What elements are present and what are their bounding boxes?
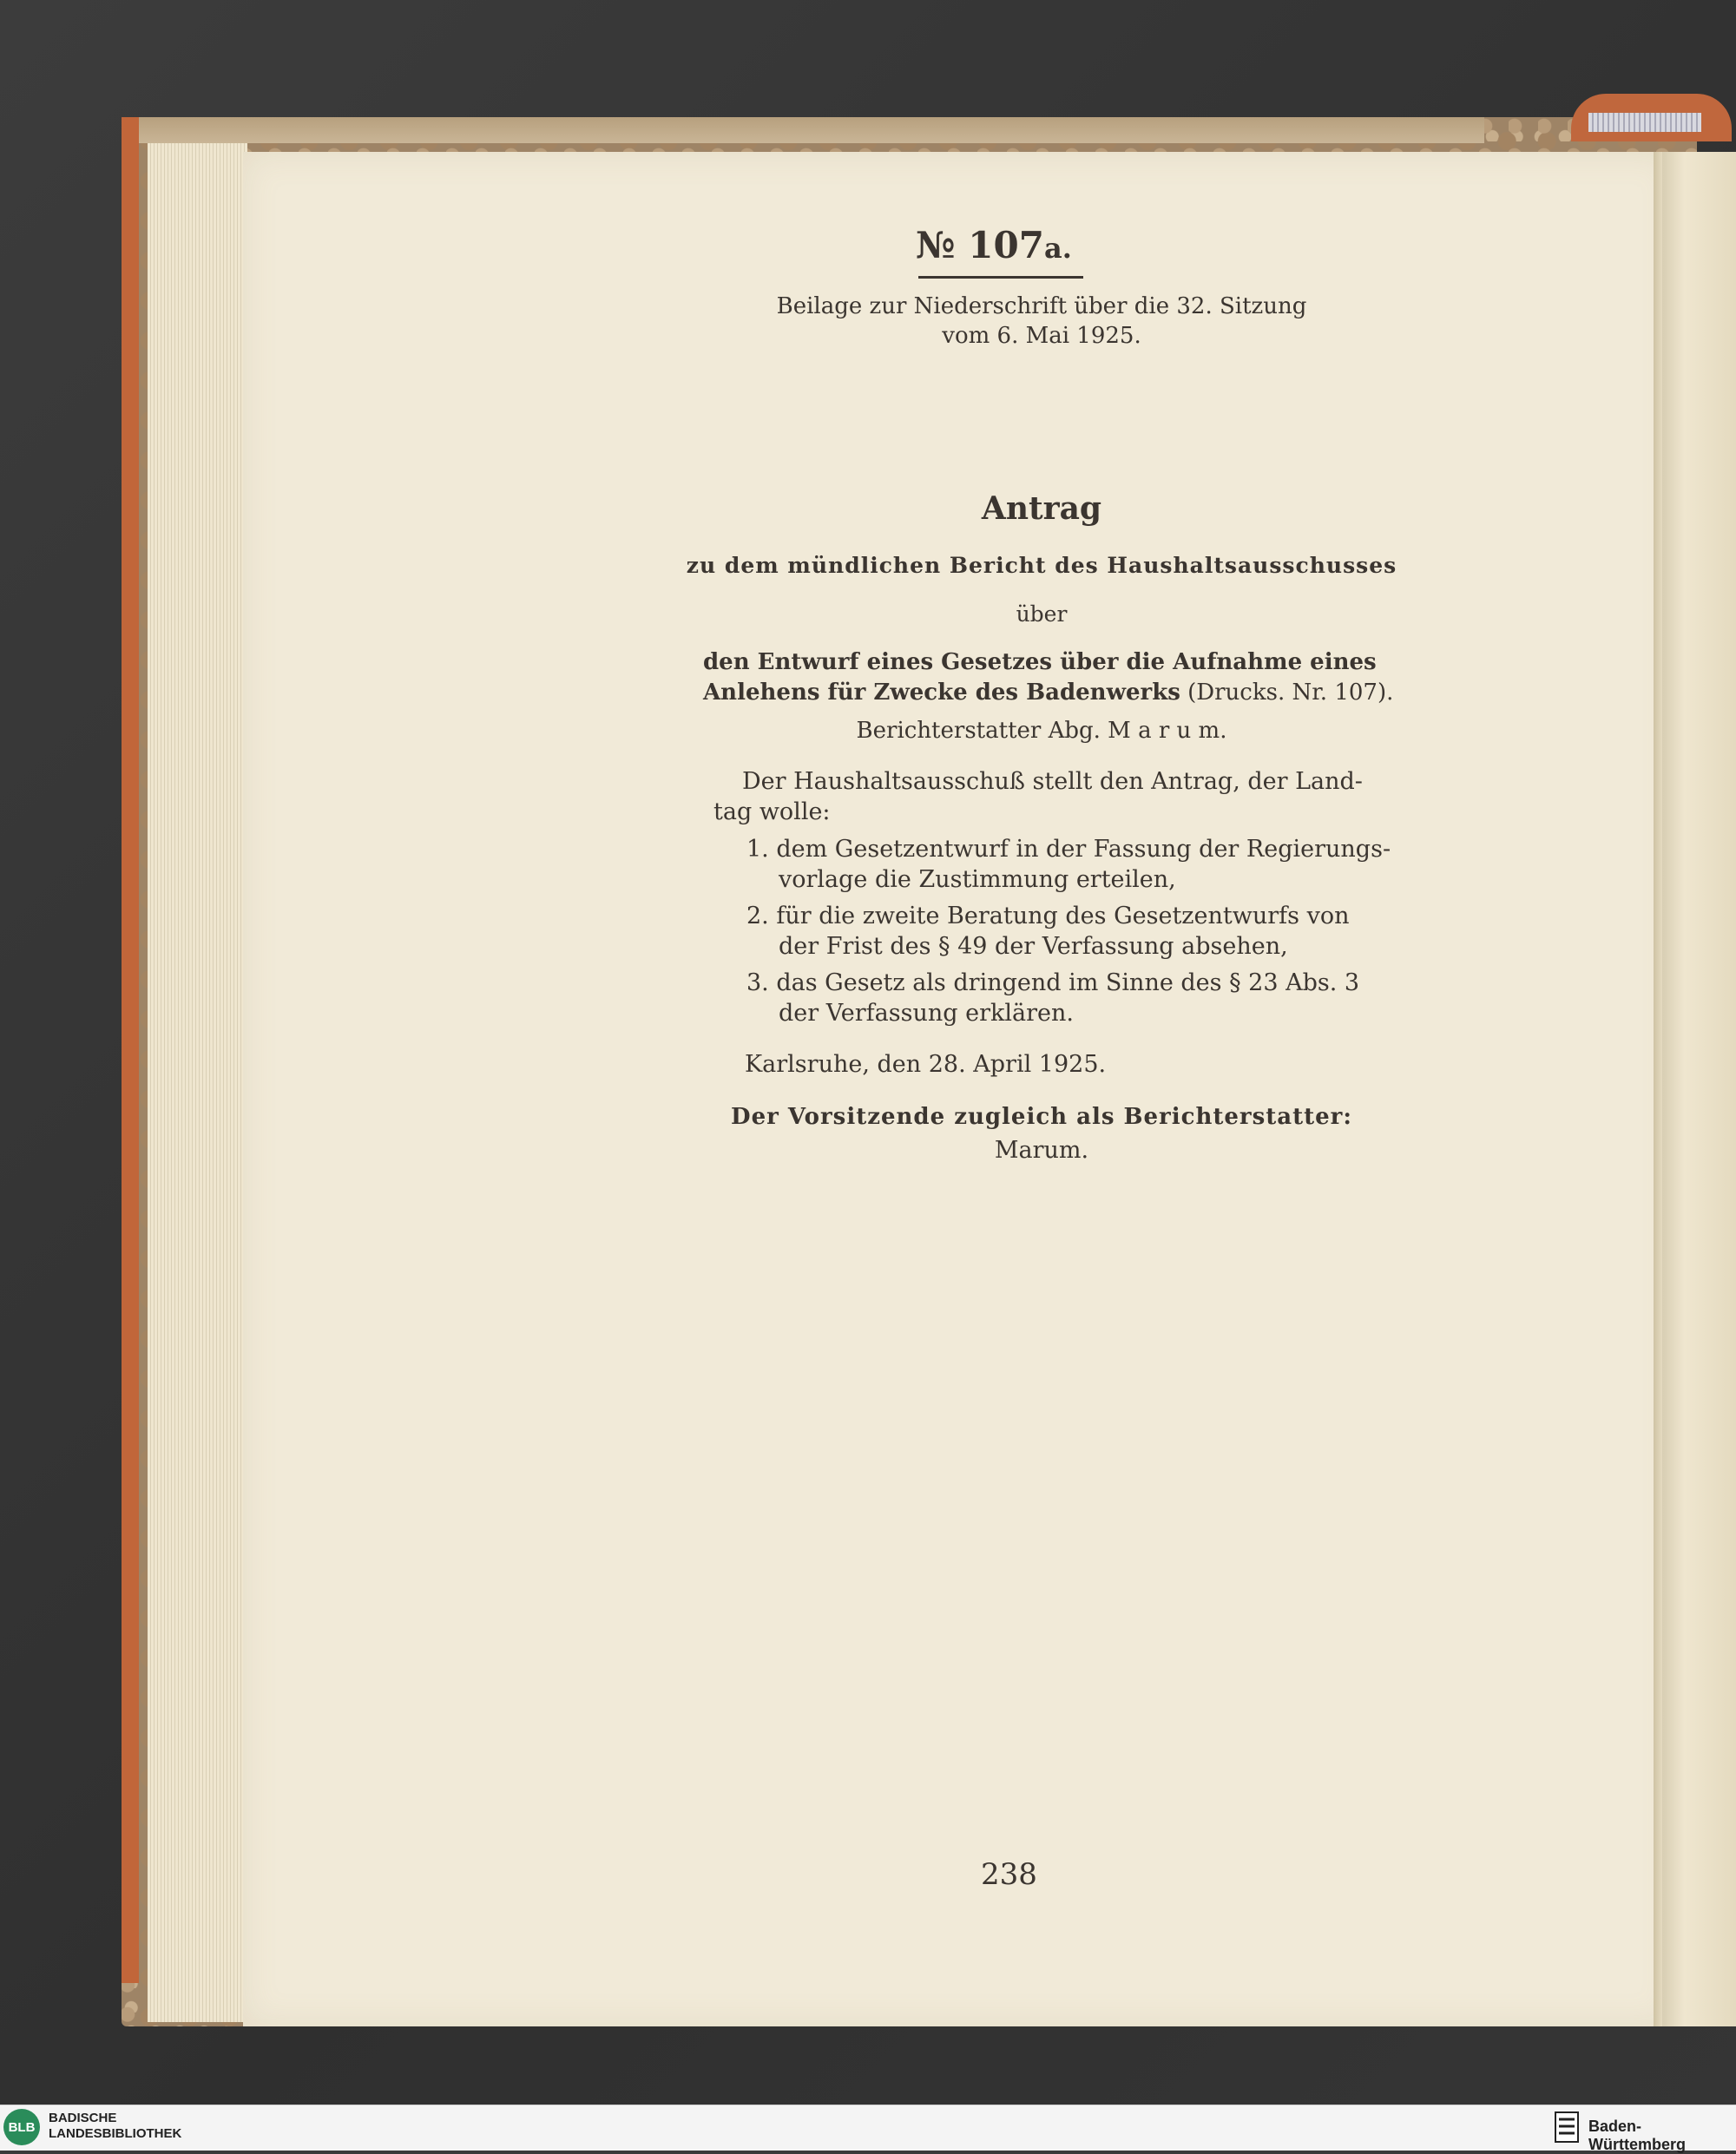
- subtitle-line-2: vom 6. Mai 1925.: [942, 323, 1141, 349]
- list-item-3-line-1: 3. das Gesetz als dringend im Sinne des § 23 Abs. 3: [746, 969, 1360, 996]
- page-number: 238: [981, 1857, 1037, 1892]
- paragraph-line-1: Der Haushaltsausschuß stellt den Antrag, der Land-: [742, 768, 1363, 795]
- paragraph-line-2: tag wolle:: [713, 798, 831, 825]
- page-edges-left: [148, 143, 247, 2022]
- blb-logo[interactable]: BLB: [3, 2109, 40, 2145]
- number-value: 107: [968, 224, 1044, 266]
- state-coat-of-arms-icon[interactable]: [1554, 2111, 1580, 2144]
- list-item-2-line-1: 2. für die zweite Beratung des Gesetzentwurfs von: [746, 903, 1350, 929]
- library-name-line-1: BADISCHE: [49, 2111, 117, 2125]
- bookmark-tab-stripe: [1588, 113, 1701, 132]
- cover-spine: [122, 117, 139, 1983]
- footer-bar: [0, 2105, 1736, 2151]
- library-name[interactable]: [49, 2111, 181, 2142]
- signature-title: Der Vorsitzende zugleich als Berichterstatter:: [731, 1104, 1352, 1130]
- page-edges-right: [1662, 152, 1736, 2026]
- document-number: [916, 224, 1072, 266]
- place-date: Karlsruhe, den 28. April 1925.: [745, 1051, 1107, 1078]
- book-page: [243, 152, 1675, 2026]
- rapporteur-line: Berichterstatter Abg. M a r u m.: [856, 718, 1227, 744]
- connector-line: über: [1016, 601, 1068, 627]
- signature-name: Marum.: [994, 1137, 1089, 1164]
- number-suffix: a.: [1043, 232, 1072, 265]
- subject-line-1: den Entwurf eines Gesetzes über die Aufnahme eines: [703, 649, 1377, 675]
- list-item-2-line-2: der Frist des § 49 der Verfassung absehen,: [779, 933, 1288, 960]
- subject-bold-part: Anlehens für Zwecke des Badenwerks: [703, 680, 1180, 706]
- cover-top-edge: [130, 117, 1484, 143]
- number-sign: №: [916, 224, 956, 266]
- reference-line: zu dem mündlichen Bericht des Haushaltsausschusses: [686, 553, 1397, 578]
- subject-reference: (Drucks. Nr. 107).: [1180, 680, 1394, 706]
- list-item-1-line-1: 1. dem Gesetzentwurf in der Fassung der Regierungs-: [746, 836, 1391, 863]
- list-item-1-line-2: vorlage die Zustimmung erteilen,: [779, 866, 1176, 893]
- library-name-line-2: LANDESBIBLIOTHEK: [49, 2126, 182, 2141]
- state-name[interactable]: Baden-Württemberg: [1588, 2118, 1686, 2153]
- heading-underline: [918, 276, 1083, 279]
- subject-line-2: [703, 680, 1394, 706]
- list-item-3-line-2: der Verfassung erklären.: [779, 1000, 1074, 1027]
- document-title: Antrag: [981, 490, 1102, 527]
- subtitle-line-1: Beilage zur Niederschrift über die 32. Sitzung: [776, 293, 1307, 319]
